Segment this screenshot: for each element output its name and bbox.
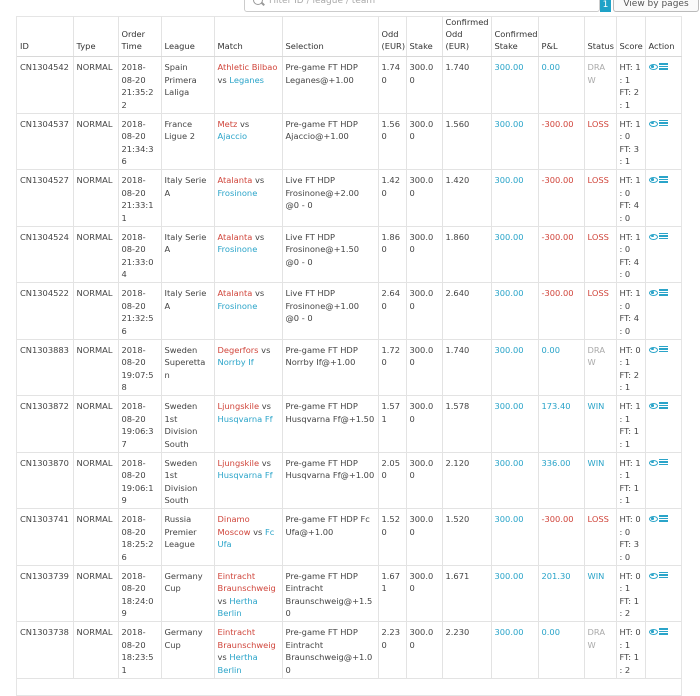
pnl-value: -300.00 xyxy=(538,170,584,227)
table-header-row xyxy=(17,16,682,57)
bet-type: NORMAL xyxy=(73,396,118,453)
selection: Pre-game FT HDP Eintracht Braunschweig@+1.00 xyxy=(282,622,378,679)
action-cell xyxy=(645,113,682,170)
bet-id: CN1304522 xyxy=(17,283,73,340)
eye-icon[interactable] xyxy=(649,516,658,522)
score: HT: 0 : 0 FT: 3 : 0 xyxy=(616,509,645,566)
odd: 1.571 xyxy=(378,396,406,453)
action-cell xyxy=(645,509,682,566)
pnl-value: -300.00 xyxy=(538,283,584,340)
col-header-action: Action xyxy=(645,16,682,57)
home-team-link[interactable]: Metz xyxy=(217,118,238,129)
action-cell xyxy=(645,57,682,114)
eye-icon[interactable] xyxy=(649,460,658,466)
confirmed-stake: 300.00 xyxy=(491,283,538,340)
home-team-link[interactable]: Degerfors xyxy=(217,344,259,355)
col-header-id[interactable]: ID xyxy=(17,16,73,57)
stake: 300.00 xyxy=(406,170,442,227)
match-cell xyxy=(214,509,282,566)
list-icon[interactable] xyxy=(659,176,668,183)
order-time: 2018-08-20 18:23:51 xyxy=(118,622,161,679)
status-badge: DRAW xyxy=(584,622,616,679)
list-icon[interactable] xyxy=(659,289,668,296)
col-header-pnl[interactable]: P&L xyxy=(538,16,584,57)
stake: 300.00 xyxy=(406,57,442,114)
vs-label: vs xyxy=(253,526,263,537)
bet-type: NORMAL xyxy=(73,509,118,566)
status-badge: DRAW xyxy=(584,57,616,114)
confirmed-stake: 300.00 xyxy=(491,622,538,679)
confirmed-odd: 1.740 xyxy=(442,57,491,114)
col-header-match[interactable]: Match xyxy=(214,16,282,57)
table-row xyxy=(17,170,682,227)
odd: 1.560 xyxy=(378,113,406,170)
match-cell xyxy=(214,57,282,114)
bets-table xyxy=(17,16,682,679)
eye-icon[interactable] xyxy=(649,629,658,635)
col-header-order-time[interactable]: Order Time xyxy=(118,16,161,57)
order-time: 2018-08-20 21:33:04 xyxy=(118,226,161,283)
confirmed-odd: 1.860 xyxy=(442,226,491,283)
table-row xyxy=(17,339,682,396)
stake: 300.00 xyxy=(406,452,442,509)
order-time: 2018-08-20 21:33:11 xyxy=(118,170,161,227)
list-icon[interactable] xyxy=(659,63,668,70)
list-icon[interactable] xyxy=(659,120,668,127)
confirmed-stake: 300.00 xyxy=(491,57,538,114)
confirmed-stake: 300.00 xyxy=(491,452,538,509)
confirmed-stake: 300.00 xyxy=(491,565,538,622)
order-time: 2018-08-20 21:32:56 xyxy=(118,283,161,340)
col-header-score[interactable]: Score xyxy=(616,16,645,57)
action-cell xyxy=(645,622,682,679)
bet-id: CN1303883 xyxy=(17,339,73,396)
vs-label: vs xyxy=(240,118,250,129)
match-cell xyxy=(214,170,282,227)
match-cell xyxy=(214,283,282,340)
bet-id: CN1304527 xyxy=(17,170,73,227)
confirmed-odd: 1.671 xyxy=(442,565,491,622)
home-team-link[interactable]: Eintracht Braunschweig xyxy=(217,627,276,650)
selection: Pre-game FT HDP Husqvarna Ff@+1.50 xyxy=(282,396,378,453)
col-header-odd[interactable]: Odd (EUR) xyxy=(378,16,406,57)
vs-label: vs xyxy=(255,288,265,298)
status-badge: DRAW xyxy=(584,339,616,396)
score: HT: 0 : 1 FT: 1 : 2 xyxy=(616,622,645,679)
bet-type: NORMAL xyxy=(73,452,118,509)
order-time: 2018-08-20 21:34:36 xyxy=(118,113,161,170)
list-icon[interactable] xyxy=(659,459,668,466)
status-badge: WIN xyxy=(584,452,616,509)
order-time: 2018-08-20 19:07:58 xyxy=(118,339,161,396)
bet-id: CN1303870 xyxy=(17,452,73,509)
selection: Pre-game FT HDP Eintracht Braunschweig@+1.50 xyxy=(282,565,378,622)
status-badge: WIN xyxy=(584,396,616,453)
bet-type: NORMAL xyxy=(73,57,118,114)
page-number-badge[interactable]: 1 xyxy=(600,0,611,12)
stake: 300.00 xyxy=(406,565,442,622)
score: HT: 1 : 0 FT: 4 : 0 xyxy=(616,283,645,340)
order-time: 2018-08-20 18:24:09 xyxy=(118,565,161,622)
action-cell xyxy=(645,452,682,509)
league-name: Sweden Superettan xyxy=(161,339,214,396)
league-name: Sweden 1st Division South xyxy=(161,452,214,509)
odd: 1.420 xyxy=(378,170,406,227)
vs-label: vs xyxy=(261,457,271,468)
status-badge: LOSS xyxy=(584,509,616,566)
order-time: 2018-08-20 19:06:37 xyxy=(118,396,161,453)
list-icon[interactable] xyxy=(659,402,668,409)
table-row xyxy=(17,396,682,453)
order-time: 2018-08-20 21:35:22 xyxy=(118,57,161,114)
pnl-value: 0.00 xyxy=(538,622,584,679)
odd: 1.740 xyxy=(378,57,406,114)
search-input[interactable] xyxy=(267,0,591,7)
order-time: 2018-08-20 19:06:19 xyxy=(118,452,161,509)
match-cell xyxy=(214,452,282,509)
table-row xyxy=(17,565,682,622)
confirmed-stake: 300.00 xyxy=(491,113,538,170)
table-row xyxy=(17,113,682,170)
away-team-link[interactable]: Hertha Berlin xyxy=(217,652,258,675)
confirmed-stake: 300.00 xyxy=(491,170,538,227)
away-team-link[interactable]: Hertha Berlin xyxy=(217,595,258,618)
bet-id: CN1303741 xyxy=(17,509,73,566)
table-row xyxy=(17,226,682,283)
eye-icon[interactable] xyxy=(649,121,658,127)
bet-type: NORMAL xyxy=(73,113,118,170)
score: HT: 1 : 0 FT: 3 : 1 xyxy=(616,113,645,170)
league-name: France Ligue 2 xyxy=(161,113,214,170)
selection: Live FT HDP Frosinone@+1.00 @0 - 0 xyxy=(282,283,378,340)
order-time: 2018-08-20 18:25:26 xyxy=(118,509,161,566)
search-box[interactable] xyxy=(244,0,600,12)
league-name: Spain Primera Laliga xyxy=(161,57,214,114)
away-team-link[interactable]: Fc Ufa xyxy=(217,526,275,549)
league-name: Italy Serie A xyxy=(161,283,214,340)
stake: 300.00 xyxy=(406,113,442,170)
confirmed-stake: 300.00 xyxy=(491,339,538,396)
bet-id: CN1304537 xyxy=(17,113,73,170)
table-row xyxy=(17,509,682,566)
score: HT: 0 : 1 FT: 1 : 2 xyxy=(616,565,645,622)
away-team-link[interactable]: Frosinone xyxy=(217,300,258,311)
home-team-link[interactable]: Athletic Bilbao xyxy=(217,62,278,72)
eye-icon[interactable] xyxy=(649,290,658,296)
away-team-link[interactable]: Frosinone xyxy=(217,187,258,198)
eye-icon[interactable] xyxy=(649,177,658,183)
list-icon[interactable] xyxy=(659,233,668,240)
selection: Live FT HDP Frosinone@+2.00 @0 - 0 xyxy=(282,170,378,227)
away-team-link[interactable]: Husqvarna Ff xyxy=(217,413,273,424)
confirmed-odd: 1.520 xyxy=(442,509,491,566)
odd: 1.520 xyxy=(378,509,406,566)
away-team-link[interactable]: Ajaccio xyxy=(217,131,248,141)
home-team-link[interactable]: Dinamo Moscow xyxy=(217,514,251,537)
confirmed-odd: 2.120 xyxy=(442,452,491,509)
confirmed-odd: 2.640 xyxy=(442,283,491,340)
odd: 1.720 xyxy=(378,339,406,396)
stake: 300.00 xyxy=(406,283,442,340)
eye-icon[interactable] xyxy=(649,64,658,70)
action-cell xyxy=(645,226,682,283)
odd: 2.640 xyxy=(378,283,406,340)
pnl-value: 201.30 xyxy=(538,565,584,622)
score: HT: 1 : 1 FT: 1 : 1 xyxy=(616,396,645,453)
bet-id: CN1303872 xyxy=(17,396,73,453)
pnl-value: 336.00 xyxy=(538,452,584,509)
selection: Pre-game FT HDP Fc Ufa@+1.00 xyxy=(282,509,378,566)
selection: Pre-game FT HDP Norrby If@+1.00 xyxy=(282,339,378,396)
vs-label: vs xyxy=(217,652,227,662)
col-header-type[interactable]: Type xyxy=(73,16,118,57)
stake: 300.00 xyxy=(406,622,442,679)
bet-type: NORMAL xyxy=(73,565,118,622)
league-name: Russia Premier League xyxy=(161,509,214,566)
confirmed-odd: 1.420 xyxy=(442,170,491,227)
stake: 300.00 xyxy=(406,396,442,453)
status-badge: LOSS xyxy=(584,113,616,170)
pnl-value: -300.00 xyxy=(538,226,584,283)
action-cell xyxy=(645,339,682,396)
score: HT: 0 : 1 FT: 2 : 1 xyxy=(616,339,645,396)
match-cell xyxy=(214,226,282,283)
match-cell xyxy=(214,622,282,679)
list-icon[interactable] xyxy=(659,572,668,579)
bet-id: CN1303739 xyxy=(17,565,73,622)
home-team-link[interactable]: Atalanta xyxy=(217,288,253,298)
view-by-pages-button[interactable]: View by pages xyxy=(613,0,699,12)
confirmed-odd: 1.560 xyxy=(442,113,491,170)
table-row xyxy=(17,622,682,679)
away-team-link[interactable]: Husqvarna Ff xyxy=(217,470,273,480)
col-header-stake[interactable]: Stake xyxy=(406,16,442,57)
col-header-confirmed-stake[interactable]: Confirmed Stake xyxy=(491,16,538,57)
col-header-selection[interactable]: Selection xyxy=(282,16,378,57)
pnl-value: -300.00 xyxy=(538,509,584,566)
league-name: Germany Cup xyxy=(161,622,214,679)
score: HT: 1 : 0 FT: 4 : 0 xyxy=(616,226,645,283)
col-header-confirmed-odd[interactable]: Confirmed Odd (EUR) xyxy=(442,16,491,57)
match-cell xyxy=(214,396,282,453)
eye-icon[interactable] xyxy=(649,234,658,240)
pnl-value: 0.00 xyxy=(538,339,584,396)
home-team-link[interactable]: Ljungskile xyxy=(217,401,260,411)
eye-icon[interactable] xyxy=(649,347,658,353)
score: HT: 1 : 1 FT: 1 : 1 xyxy=(616,452,645,509)
confirmed-stake: 300.00 xyxy=(491,509,538,566)
status-badge: LOSS xyxy=(584,226,616,283)
odd: 2.230 xyxy=(378,622,406,679)
odd: 2.050 xyxy=(378,452,406,509)
match-cell xyxy=(214,113,282,170)
home-team-link[interactable]: Ljungskile xyxy=(217,457,260,468)
stake: 300.00 xyxy=(406,339,442,396)
away-team-link[interactable]: Norrby If xyxy=(217,357,254,367)
eye-icon[interactable] xyxy=(649,573,658,579)
bet-type: NORMAL xyxy=(73,622,118,679)
status-badge: LOSS xyxy=(584,283,616,340)
selection: Live FT HDP Frosinone@+1.50 @0 - 0 xyxy=(282,226,378,283)
pnl-value: 0.00 xyxy=(538,57,584,114)
stake: 300.00 xyxy=(406,226,442,283)
stake: 300.00 xyxy=(406,509,442,566)
league-name: Italy Serie A xyxy=(161,226,214,283)
list-icon[interactable] xyxy=(659,515,668,522)
away-team-link[interactable]: Leganes xyxy=(229,74,264,85)
col-header-status[interactable]: Status xyxy=(584,16,616,57)
table-row xyxy=(17,452,682,509)
score: HT: 1 : 1 FT: 2 : 1 xyxy=(616,57,645,114)
score: HT: 1 : 0 FT: 4 : 0 xyxy=(616,170,645,227)
selection: Pre-game FT HDP Husqvarna Ff@+1.00 xyxy=(282,452,378,509)
home-team-link[interactable]: Atalanta xyxy=(217,231,253,242)
eye-icon[interactable] xyxy=(649,403,658,409)
list-icon[interactable] xyxy=(659,628,668,635)
list-icon[interactable] xyxy=(659,346,668,353)
vs-label: vs xyxy=(261,344,271,355)
selection: Pre-game FT HDP Leganes@+1.00 xyxy=(282,57,378,114)
vs-label: vs xyxy=(255,231,265,242)
vs-label: vs xyxy=(217,74,227,85)
col-header-league[interactable]: League xyxy=(161,16,214,57)
match-cell xyxy=(214,565,282,622)
status-badge: LOSS xyxy=(584,170,616,227)
home-team-link[interactable]: Eintracht Braunschweig xyxy=(217,570,276,593)
confirmed-stake: 300.00 xyxy=(491,396,538,453)
top-toolbar xyxy=(0,0,700,16)
bet-type: NORMAL xyxy=(73,339,118,396)
vs-label: vs xyxy=(255,175,265,185)
confirmed-odd: 1.578 xyxy=(442,396,491,453)
table-row xyxy=(17,283,682,340)
action-cell xyxy=(645,565,682,622)
action-cell xyxy=(645,396,682,453)
vs-label: vs xyxy=(261,401,271,411)
league-name: Sweden 1st Division South xyxy=(161,396,214,453)
selection: Pre-game FT HDP Ajaccio@+1.00 xyxy=(282,113,378,170)
league-name: Italy Serie A xyxy=(161,170,214,227)
search-icon xyxy=(253,0,263,5)
bet-id: CN1304524 xyxy=(17,226,73,283)
bet-type: NORMAL xyxy=(73,170,118,227)
bet-id: CN1304542 xyxy=(17,57,73,114)
match-cell xyxy=(214,339,282,396)
table-row xyxy=(17,57,682,114)
odd: 1.860 xyxy=(378,226,406,283)
league-name: Germany Cup xyxy=(161,565,214,622)
odd: 1.671 xyxy=(378,565,406,622)
action-cell xyxy=(645,170,682,227)
pnl-value: -300.00 xyxy=(538,113,584,170)
pnl-value: 173.40 xyxy=(538,396,584,453)
bet-type: NORMAL xyxy=(73,283,118,340)
confirmed-odd: 1.740 xyxy=(442,339,491,396)
bet-id: CN1303738 xyxy=(17,622,73,679)
confirmed-odd: 2.230 xyxy=(442,622,491,679)
status-badge: WIN xyxy=(584,565,616,622)
home-team-link[interactable]: Atalanta xyxy=(217,175,253,185)
bet-type: NORMAL xyxy=(73,226,118,283)
confirmed-stake: 300.00 xyxy=(491,226,538,283)
action-cell xyxy=(645,283,682,340)
vs-label: vs xyxy=(217,595,227,606)
away-team-link[interactable]: Frosinone xyxy=(217,244,258,254)
